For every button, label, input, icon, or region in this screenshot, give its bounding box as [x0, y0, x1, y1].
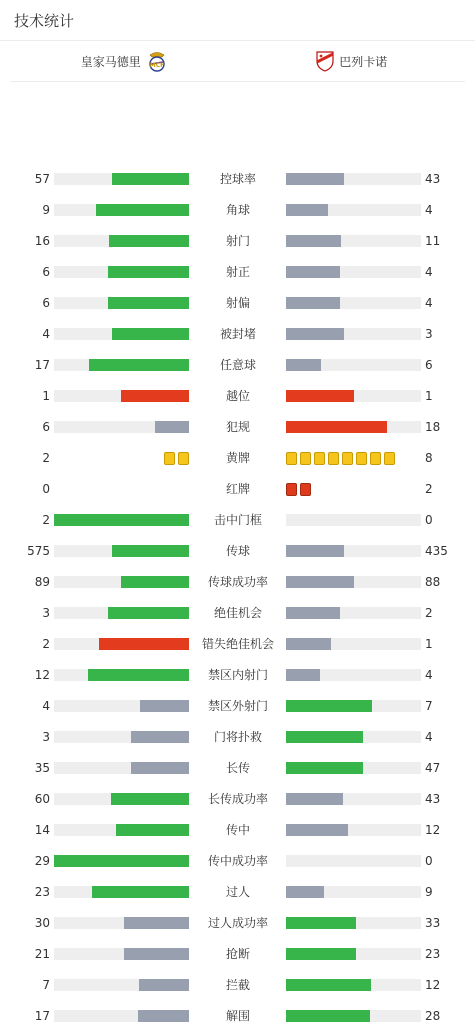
home-bar-fill [155, 421, 189, 433]
home-bar-fill [108, 297, 189, 309]
away-value: 28 [425, 1009, 441, 1023]
away-bar-fill [286, 607, 340, 619]
home-bar-track [54, 886, 189, 898]
away-value: 18 [425, 420, 441, 434]
stat-row [0, 792, 475, 806]
stat-name: 过人 [225, 885, 250, 899]
away-bar-track [286, 390, 421, 402]
stat-name: 绝佳机会 [213, 606, 262, 620]
stat-row [0, 761, 475, 775]
home-value: 575 [27, 544, 50, 558]
home-bar-fill [54, 514, 189, 526]
away-bar-fill [286, 917, 356, 929]
home-bar-fill [140, 700, 189, 712]
home-value: 29 [34, 854, 50, 868]
away-bar-track [286, 297, 421, 309]
home-value: 1 [42, 389, 50, 403]
stat-name: 射偏 [225, 296, 250, 310]
away-bar-fill [286, 762, 363, 774]
yellow-card-icon [286, 452, 297, 465]
home-bar-track [54, 638, 189, 650]
home-value: 89 [34, 575, 50, 589]
stat-name: 解围 [225, 1009, 250, 1023]
home-bar-fill [138, 1010, 189, 1022]
stat-name: 错失绝佳机会 [201, 637, 274, 651]
page-title: 技术统计 [14, 11, 75, 30]
away-value: 2 [425, 606, 433, 620]
away-bar-track [286, 204, 421, 216]
stat-row [0, 699, 475, 713]
home-value: 23 [34, 885, 50, 899]
away-bar-track [286, 824, 421, 836]
home-bar-track [54, 607, 189, 619]
home-value: 30 [34, 916, 50, 930]
home-bar-fill [92, 886, 189, 898]
stat-name: 射门 [225, 234, 250, 248]
home-bar-track [54, 762, 189, 774]
home-bar-fill [109, 235, 189, 247]
away-value: 43 [425, 792, 441, 806]
home-bar-fill [112, 328, 189, 340]
home-value: 57 [34, 172, 50, 186]
away-cards [286, 452, 395, 466]
away-value: 4 [425, 296, 433, 310]
away-bar-track [286, 514, 421, 526]
home-bar-fill [111, 793, 189, 805]
home-bar-fill [89, 359, 189, 371]
away-bar-fill [286, 421, 387, 433]
away-team-name: 巴列卡诺 [339, 54, 388, 69]
stat-row [0, 947, 475, 961]
away-bar-track [286, 731, 421, 743]
away-value: 4 [425, 265, 433, 279]
stat-name: 越位 [225, 389, 250, 403]
away-value: 6 [425, 358, 433, 372]
yellow-card-icon [342, 452, 353, 465]
stat-row [0, 575, 475, 589]
away-bar-fill [286, 204, 328, 216]
stat-name: 长传成功率 [207, 792, 268, 806]
away-bar-track [286, 576, 421, 588]
home-value: 2 [42, 637, 50, 651]
home-bar-fill [108, 607, 189, 619]
away-bar-fill [286, 390, 354, 402]
stat-row [0, 606, 475, 620]
home-value: 2 [42, 451, 50, 465]
stat-row [0, 823, 475, 837]
away-bar-fill [286, 576, 354, 588]
home-value: 16 [34, 234, 50, 248]
away-bar-fill [286, 638, 331, 650]
home-bar-fill [116, 824, 189, 836]
home-bar-track [54, 297, 189, 309]
away-value: 47 [425, 761, 441, 775]
yellow-card-icon [370, 452, 381, 465]
stat-name: 禁区内射门 [207, 668, 268, 682]
home-team-name: 皇家马德里 [80, 54, 141, 69]
yellow-card-icon [164, 452, 175, 465]
stat-name: 抢断 [225, 947, 250, 961]
home-value: 60 [34, 792, 50, 806]
away-bar-fill [286, 793, 343, 805]
stat-name: 被封堵 [219, 327, 256, 341]
stat-row [0, 327, 475, 341]
yellow-card-icon [178, 452, 189, 465]
yellow-card-icon [356, 452, 367, 465]
home-value: 9 [42, 203, 50, 217]
home-bar-track [54, 390, 189, 402]
home-bar-track [54, 328, 189, 340]
home-bar-fill [131, 731, 189, 743]
away-value: 1 [425, 389, 433, 403]
home-bar-track [54, 669, 189, 681]
stat-name: 拦截 [225, 978, 250, 992]
home-value: 0 [42, 482, 50, 496]
away-bar-fill [286, 979, 371, 991]
away-bar-fill [286, 328, 344, 340]
stat-row [0, 668, 475, 682]
home-value: 4 [42, 327, 50, 341]
home-bar-track [54, 731, 189, 743]
away-value: 0 [425, 513, 433, 527]
stat-name: 红牌 [225, 482, 250, 496]
away-value: 435 [425, 544, 448, 558]
team-header [10, 41, 465, 82]
stat-name: 角球 [225, 203, 250, 217]
home-bar-track [54, 235, 189, 247]
stat-row [0, 1009, 475, 1023]
stat-name: 传球 [225, 544, 250, 558]
away-value: 12 [425, 823, 441, 837]
stat-row [0, 265, 475, 279]
red-card-icon [300, 483, 311, 496]
red-card-icon [286, 483, 297, 496]
stat-name: 传中成功率 [207, 854, 268, 868]
away-bar-fill [286, 886, 324, 898]
home-bar-fill [96, 204, 189, 216]
stat-row [0, 172, 475, 186]
stat-row [0, 389, 475, 403]
stat-name: 传中 [225, 823, 250, 837]
away-value: 23 [425, 947, 441, 961]
stat-row [0, 451, 475, 465]
stat-row [0, 730, 475, 744]
stat-name: 控球率 [219, 172, 256, 186]
away-value: 4 [425, 203, 433, 217]
home-bar-fill [139, 979, 189, 991]
stat-row [0, 978, 475, 992]
away-bar-fill [286, 700, 372, 712]
home-value: 3 [42, 606, 50, 620]
home-team[interactable] [10, 50, 238, 72]
away-bar-track [286, 855, 421, 867]
home-cards [164, 452, 189, 466]
stat-row [0, 358, 475, 372]
home-value: 14 [34, 823, 50, 837]
away-bar-fill [286, 824, 348, 836]
stat-name: 门将扑救 [213, 730, 262, 744]
home-bar-fill [131, 762, 189, 774]
rayo-vallecano-crest-icon [315, 50, 335, 72]
away-value: 3 [425, 327, 433, 341]
home-bar-track [54, 266, 189, 278]
away-bar-track [286, 173, 421, 185]
home-bar-track [54, 204, 189, 216]
home-bar-track [54, 855, 189, 867]
stat-row [0, 420, 475, 434]
away-value: 2 [425, 482, 433, 496]
stat-name: 长传 [225, 761, 250, 775]
away-bar-track [286, 762, 421, 774]
yellow-card-icon [314, 452, 325, 465]
yellow-card-icon [300, 452, 311, 465]
stat-row [0, 482, 475, 496]
home-value: 7 [42, 978, 50, 992]
stat-name: 过人成功率 [207, 916, 268, 930]
away-value: 9 [425, 885, 433, 899]
away-bar-track [286, 979, 421, 991]
home-value: 21 [34, 947, 50, 961]
home-bar-fill [112, 545, 189, 557]
away-bar-track [286, 359, 421, 371]
home-bar-fill [88, 669, 189, 681]
away-bar-track [286, 793, 421, 805]
stat-name: 任意球 [219, 358, 256, 372]
home-bar-fill [112, 173, 189, 185]
home-value: 2 [42, 513, 50, 527]
away-bar-track [286, 638, 421, 650]
away-bar-track [286, 266, 421, 278]
home-bar-track [54, 979, 189, 991]
away-bar-track [286, 421, 421, 433]
away-bar-fill [286, 545, 344, 557]
away-value: 4 [425, 668, 433, 682]
away-bar-fill [286, 297, 340, 309]
away-value: 0 [425, 854, 433, 868]
away-bar-fill [286, 173, 344, 185]
away-value: 88 [425, 575, 441, 589]
home-bar-fill [108, 266, 189, 278]
home-bar-fill [121, 390, 189, 402]
stat-name: 黄牌 [225, 451, 250, 465]
home-bar-track [54, 514, 189, 526]
away-bar-track [286, 545, 421, 557]
home-bar-fill [124, 917, 189, 929]
away-value: 12 [425, 978, 441, 992]
away-bar-fill [286, 669, 320, 681]
away-bar-track [286, 328, 421, 340]
away-bar-fill [286, 235, 341, 247]
stat-row [0, 296, 475, 310]
away-value: 1 [425, 637, 433, 651]
stat-name: 射正 [225, 265, 250, 279]
home-value: 6 [42, 265, 50, 279]
away-value: 33 [425, 916, 441, 930]
away-bar-fill [286, 1010, 370, 1022]
home-value: 17 [34, 1009, 50, 1023]
away-bar-fill [286, 731, 363, 743]
home-bar-fill [99, 638, 189, 650]
home-value: 6 [42, 296, 50, 310]
stat-row [0, 637, 475, 651]
yellow-card-icon [328, 452, 339, 465]
stat-row [0, 513, 475, 527]
away-bar-track [286, 917, 421, 929]
stat-name: 禁区外射门 [207, 699, 268, 713]
away-value: 11 [425, 234, 441, 248]
stat-row [0, 854, 475, 868]
real-madrid-crest-icon [147, 50, 167, 72]
away-value: 8 [425, 451, 433, 465]
stat-row [0, 885, 475, 899]
away-cards [286, 483, 311, 497]
stat-row [0, 916, 475, 930]
home-value: 17 [34, 358, 50, 372]
stat-name: 传球成功率 [207, 575, 268, 589]
away-value: 43 [425, 172, 441, 186]
home-bar-track [54, 359, 189, 371]
home-value: 35 [34, 761, 50, 775]
away-team[interactable] [238, 50, 466, 72]
away-bar-track [286, 607, 421, 619]
stat-name: 犯规 [225, 420, 250, 434]
home-value: 12 [34, 668, 50, 682]
stat-name: 击中门框 [213, 513, 262, 527]
stat-row [0, 234, 475, 248]
away-bar-fill [286, 359, 321, 371]
home-bar-track [54, 173, 189, 185]
away-value: 7 [425, 699, 433, 713]
home-bar-track [54, 576, 189, 588]
away-bar-track [286, 700, 421, 712]
home-value: 3 [42, 730, 50, 744]
yellow-card-icon [384, 452, 395, 465]
home-bar-fill [54, 855, 189, 867]
svg-text:MCF: MCF [149, 62, 164, 69]
away-bar-track [286, 669, 421, 681]
away-bar-track [286, 235, 421, 247]
stat-row [0, 544, 475, 558]
away-value: 4 [425, 730, 433, 744]
home-bar-track [54, 1010, 189, 1022]
home-bar-track [54, 700, 189, 712]
away-bar-fill [286, 266, 340, 278]
away-bar-track [286, 886, 421, 898]
home-bar-fill [121, 576, 189, 588]
away-bar-track [286, 1010, 421, 1022]
home-bar-track [54, 824, 189, 836]
home-bar-track [54, 421, 189, 433]
home-bar-track [54, 917, 189, 929]
home-bar-track [54, 793, 189, 805]
home-value: 4 [42, 699, 50, 713]
section-header [0, 0, 475, 41]
stat-row [0, 203, 475, 217]
home-value: 6 [42, 420, 50, 434]
home-bar-track [54, 545, 189, 557]
